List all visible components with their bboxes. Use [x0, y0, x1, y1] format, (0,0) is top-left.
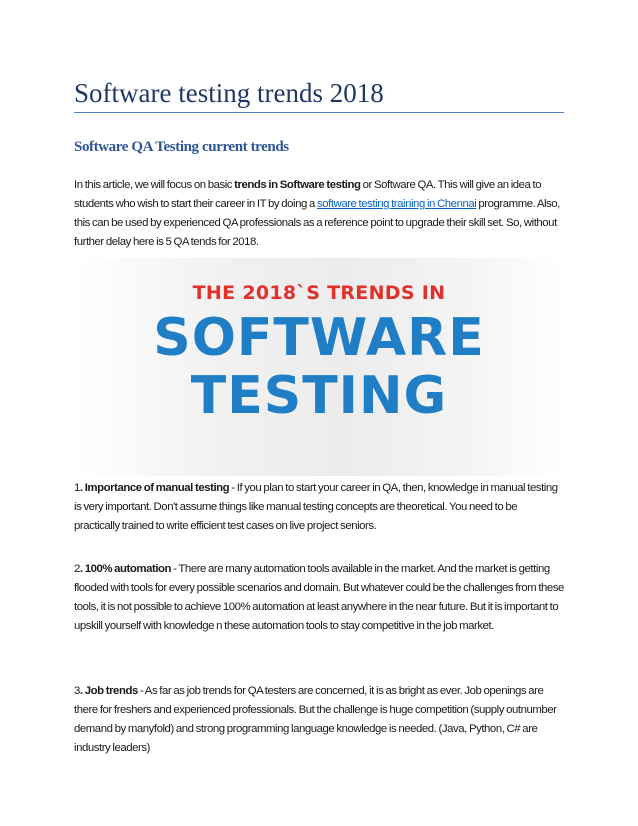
section-subtitle: Software QA Testing current trends	[74, 139, 289, 155]
trends-banner-image	[74, 258, 564, 476]
banner-heading-software: SOFTWARE	[153, 308, 485, 368]
trend-number: 1	[74, 482, 80, 494]
intro-text-3: programme. Also, this can be used by experienced QA professionals as a reference point to upgrade their skill set. So, without further delay here is 5 QA tends for 2018.	[74, 198, 560, 248]
trend-number: 3	[74, 685, 80, 697]
title-underline	[74, 112, 564, 113]
training-link[interactable]: software testing training in Chennai	[316, 198, 477, 210]
banner-tagline: THE 2018`S TRENDS IN	[192, 282, 446, 304]
intro-text-1: In this article, we will focus on basic	[74, 179, 235, 191]
intro-bold-phrase: trends in Software testing	[234, 179, 361, 191]
trend-number: 2	[74, 563, 80, 575]
trend-item-manual-testing	[74, 479, 564, 536]
intro-paragraph	[74, 176, 564, 252]
banner-heading-testing: TESTING	[190, 366, 448, 426]
trend-heading: . 100% automation	[79, 563, 172, 575]
page-title: Software testing trends 2018	[74, 78, 384, 108]
trend-body: - As far as job trends for QA testers are concerned, it is as bright as ever. Job openings are there for freshers and experienced professionals. But the challenge is huge competition (supply outnumber demand by manyfold) and strong programming language knowledge is needed. (Java, Python, C# are industry leaders)	[74, 685, 557, 754]
trend-heading: . Job trends	[79, 685, 138, 697]
intro-text-2: or Software QA. This will give an idea to students who wish to start their career in IT by doing a	[74, 179, 542, 210]
trend-body: - If you plan to start your career in QA, then, knowledge in manual testing is very important. Don't assume things like manual testing concepts are theoretical. You need to be practically trained to write efficient test cases on live project seniors.	[74, 482, 558, 532]
trend-heading: . Importance of manual testing	[79, 482, 230, 494]
trend-item-job-trends	[74, 682, 564, 758]
trend-body: - There are many automation tools available in the market. And the market is getting flooded with tools for every possible scenarios and domain. But whatever could be the challenges from these tools, it is not possible to achieve 100% automation at least anywhere in the near future. But it is important to upskill yourself with knowledge n these automation tools to stay competitive in the job market.	[74, 563, 564, 632]
trend-item-automation	[74, 560, 564, 636]
